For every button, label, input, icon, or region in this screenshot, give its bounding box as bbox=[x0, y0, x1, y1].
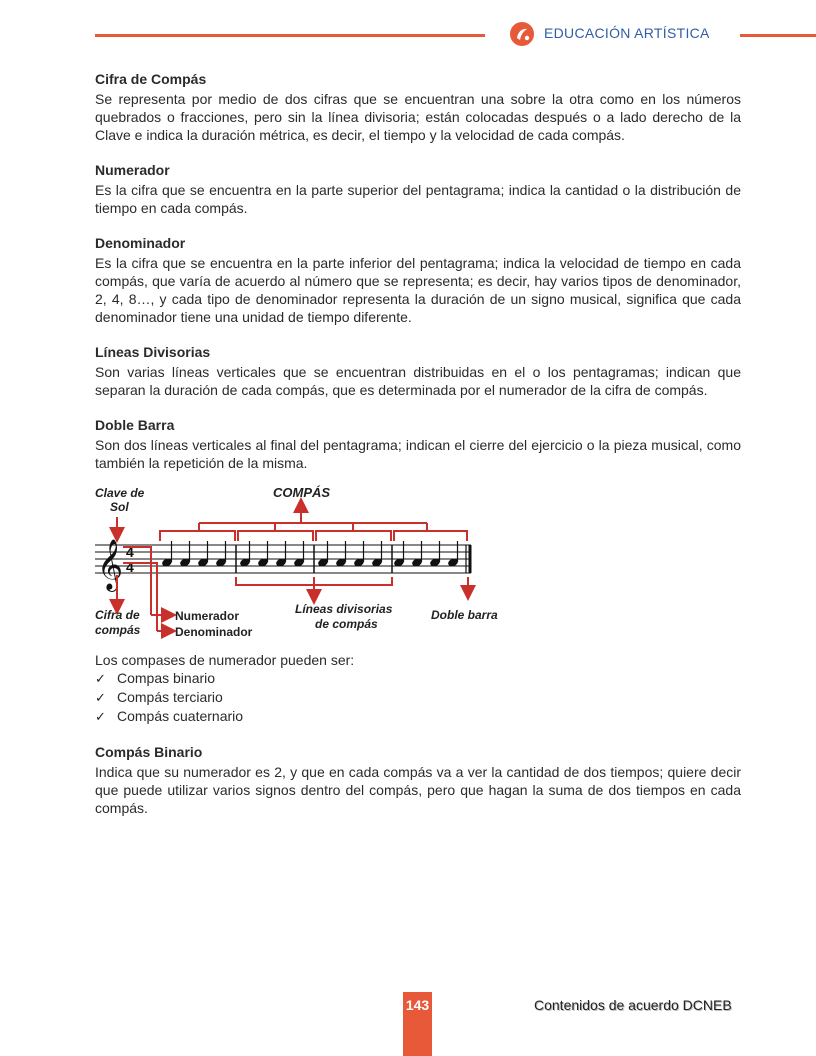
header-rule-left bbox=[95, 34, 485, 37]
section-compas-binario bbox=[95, 743, 741, 817]
section-lineas-divisorias bbox=[95, 343, 741, 399]
label-numerador: Numerador bbox=[175, 609, 240, 623]
bracket-compas bbox=[160, 517, 467, 541]
label-sol: Sol bbox=[110, 500, 129, 514]
section-title: Líneas Divisorias bbox=[95, 344, 211, 360]
label-denominador: Denominador bbox=[175, 625, 253, 639]
label-doble: Doble barra bbox=[431, 608, 498, 622]
educacion-logo-icon bbox=[509, 21, 535, 47]
time-sig-bottom: 4 bbox=[126, 559, 134, 575]
page-number: 143 bbox=[405, 997, 430, 1013]
section-title: Numerador bbox=[95, 162, 170, 178]
section-body: Son varias líneas verticales que se encuentran distribuidas en el o los pentagramas; indican que separan la duración de cada compás, que es determinada por el numerador de la cifra de compás. bbox=[95, 364, 741, 398]
section-title: Doble Barra bbox=[95, 417, 175, 433]
section-cifra-de-compas bbox=[95, 70, 741, 144]
footer-text: Contenidos de acuerdo DCNEB bbox=[534, 997, 732, 1013]
label-lineas: Líneas divisorias bbox=[295, 602, 393, 616]
measure-type-list bbox=[95, 669, 741, 726]
bracket-lineas bbox=[236, 577, 392, 585]
label-cifra: Cifra de bbox=[95, 608, 140, 622]
section-body: Se representa por medio de dos cifras que se encuentran una sobre la otra como en los números quebrados o fracciones, pero sin la línea divisoria; están colocadas después o a lado derecho de la Clave e indica la duración métrica, es decir, el tiempo y la velocidad de cada compás. bbox=[95, 91, 741, 143]
header-title: EDUCACIÓN ARTÍSTICA bbox=[544, 25, 710, 41]
label-compas: COMPÁS bbox=[273, 485, 331, 500]
label-clave: Clave de bbox=[95, 486, 145, 500]
section-body: Son dos líneas verticales al final del pentagrama; indican el cierre del ejercicio o la pieza musical, como también la repetición de la misma. bbox=[95, 437, 741, 471]
measure-diagram bbox=[95, 483, 515, 643]
page-content bbox=[95, 70, 741, 834]
list-item: ✓ Compás terciario bbox=[95, 689, 223, 705]
header-rule-right bbox=[740, 34, 816, 37]
label-cifra-2: compás bbox=[95, 623, 141, 637]
section-title: Denominador bbox=[95, 235, 186, 251]
label-lineas-2: de compás bbox=[315, 617, 378, 631]
section-body: Indica que su numerador es 2, y que en cada compás va a ver la cantidad de dos tiempos; quiere decir que puede utilizar varios signos dentro del compás, pero que hagan la suma de dos tiempos en cada compás. bbox=[95, 764, 741, 816]
check-icon: ✓ bbox=[95, 690, 106, 705]
section-body: Es la cifra que se encuentra en la parte inferior del pentagrama; indica la velocidad de tiempo en cada compás, que varía de acuerdo al número que se representa; es decir, hay varios tipos de denominador, 2, 4, 8…, y cada tipo de denominador representa la duración de un signo musical, significa que cada denominador tiene una unidad de tiempo diferente. bbox=[95, 255, 741, 325]
check-icon: ✓ bbox=[95, 671, 106, 686]
check-icon: ✓ bbox=[95, 709, 106, 724]
section-numerador bbox=[95, 161, 741, 217]
time-sig-top: 4 bbox=[126, 544, 134, 560]
section-title: Cifra de Compás bbox=[95, 71, 207, 87]
section-title: Compás Binario bbox=[95, 744, 203, 760]
section-body: Es la cifra que se encuentra en la parte superior del pentagrama; indica la cantidad o la distribución de tiempo en cada compás. bbox=[95, 182, 741, 216]
treble-clef-icon: 𝄞 bbox=[97, 540, 124, 589]
section-denominador bbox=[95, 234, 741, 326]
list-item: ✓ Compás cuaternario bbox=[95, 708, 244, 724]
measure-diagram-svg bbox=[95, 483, 515, 643]
section-doble-barra bbox=[95, 416, 741, 472]
list-item: ✓ Compas binario bbox=[95, 670, 216, 686]
list-intro: Los compases de numerador pueden ser: bbox=[95, 652, 355, 668]
